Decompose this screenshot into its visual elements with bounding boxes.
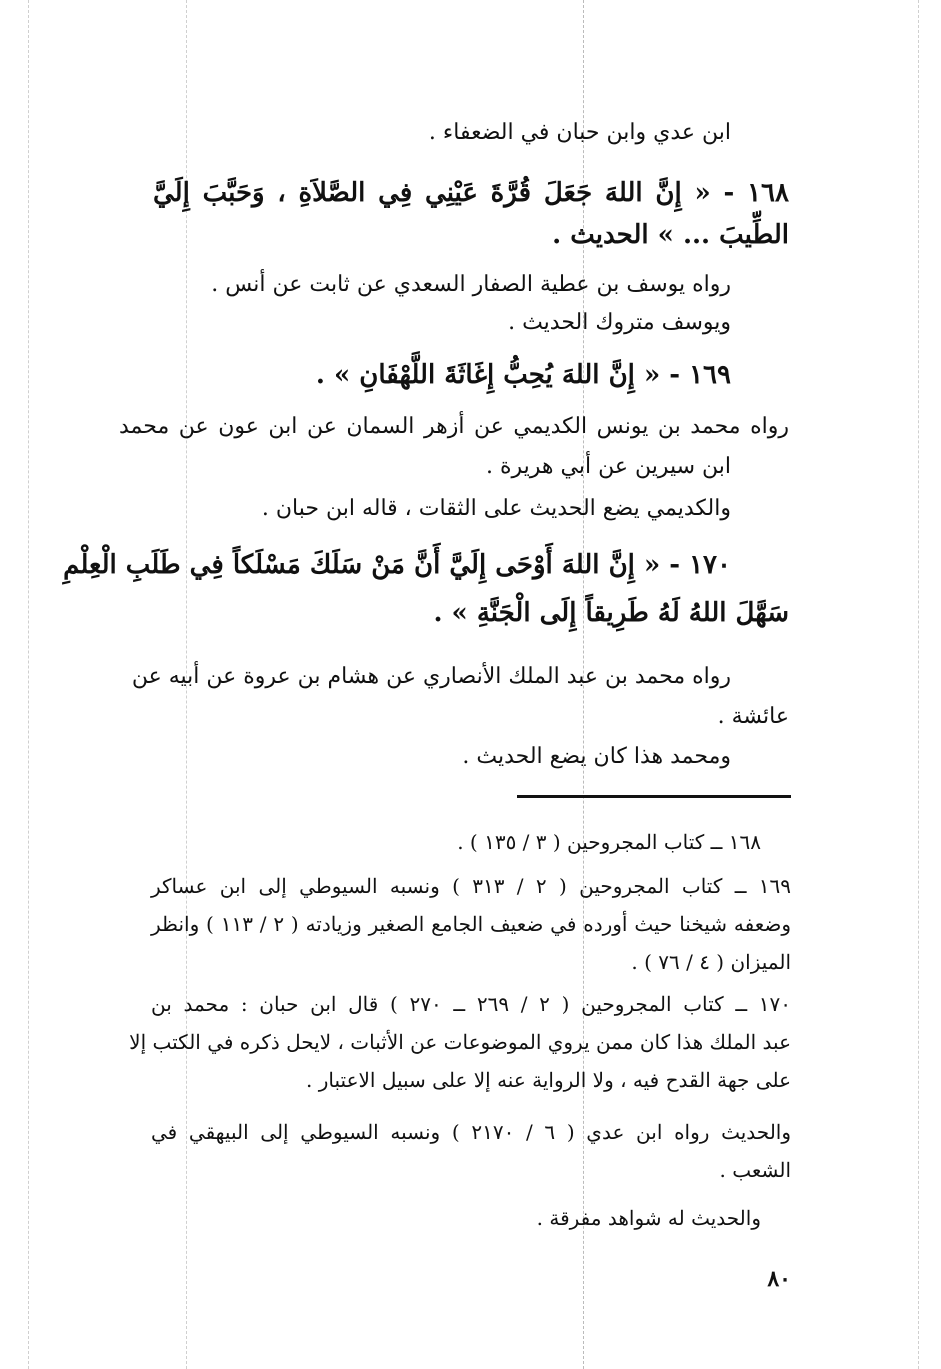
- footnote-170: ١٧٠ ــ كتاب المجروحين ( ٢ / ٢٦٩ ــ ٢٧٠ ) قال ابن حبان : محمد بن: [151, 992, 792, 1016]
- text-line: ويوسف متروك الحديث .: [508, 310, 731, 335]
- hadith-169-heading: ١٦٩ - « إِنَّ اللهَ يُحِبُّ إِغَاثَةَ اللَّهْفَانِ » .: [315, 360, 731, 390]
- page-number: ٨٠: [767, 1266, 791, 1292]
- footnote-separator: [517, 795, 791, 798]
- footnote-170-cont: عبد الملك هذا كان ممن يروي الموضوعات عن الأثبات ، لايحل ذكره في الكتب إلا: [129, 1030, 791, 1054]
- footnote-170-note: والحديث رواه ابن عدي ( ٦ / ٢١٧٠ ) ونسبه السيوطي إلى البيهقي في: [151, 1120, 792, 1144]
- scan-artifact-line: [28, 0, 29, 1369]
- text-line: والكديمي يضع الحديث على الثقات ، قاله ابن حبان .: [261, 496, 731, 521]
- text-line: ابن عدي وابن حبان في الضعفاء .: [428, 120, 731, 145]
- footnote-169: ١٦٩ ــ كتاب المجروحين ( ٢ / ٣١٣ ) ونسبه السيوطي إلى ابن عساكر: [151, 874, 792, 898]
- footnote-170-note-cont: الشعب .: [719, 1158, 791, 1182]
- footnote-168: ١٦٨ ــ كتاب المجروحين ( ٣ / ١٣٥ ) .: [457, 830, 761, 854]
- footnote-170-note-final: والحديث له شواهد مفرقة .: [536, 1206, 761, 1230]
- hadith-168-heading: ١٦٨ - « إِنَّ اللهَ جَعَلَ قُرَّةَ عَيْنِي فِي الصَّلاَةِ ، وَحَبَّبَ إِلَيَّ: [153, 178, 789, 208]
- footnote-169-cont: الميزان ( ٤ / ٧٦ ) .: [631, 950, 791, 974]
- hadith-170-heading: ١٧٠ - « إِنَّ اللهَ أَوْحَى إِلَيَّ أَنَّ مَنْ سَلَكَ مَسْلَكاً فِي طَلَبِ الْعِلْمِ: [63, 550, 731, 580]
- text-line: رواه يوسف بن عطية الصفار السعدي عن ثابت عن أنس .: [211, 272, 731, 297]
- hadith-168-heading-cont: الطِّيبَ ... » الحديث .: [552, 220, 789, 250]
- text-line: ابن سيرين عن أبي هريرة .: [486, 454, 731, 479]
- footnote-170-cont: على جهة القدح فيه ، ولا الرواية عنه إلا على سبيل الاعتبار .: [306, 1068, 791, 1092]
- hadith-170-heading-cont: سَهَّلَ اللهُ لَهُ طَرِيقاً إِلَى الْجَنَّةِ » .: [433, 598, 789, 628]
- text-line: عائشة .: [717, 704, 789, 729]
- text-line: رواه محمد بن عبد الملك الأنصاري عن هشام بن عروة عن أبيه عن: [131, 664, 731, 689]
- text-line: ومحمد هذا كان يضع الحديث .: [462, 744, 731, 769]
- text-line: رواه محمد بن يونس الكديمي عن أزهر السمان عن ابن عون عن محمد: [119, 414, 789, 439]
- footnote-169-cont: وضعفه شيخنا حيث أورده في ضعيف الجامع الصغير وزيادته ( ٢ / ١١٣ ) وانظر: [151, 912, 791, 936]
- scan-artifact-line: [918, 0, 919, 1369]
